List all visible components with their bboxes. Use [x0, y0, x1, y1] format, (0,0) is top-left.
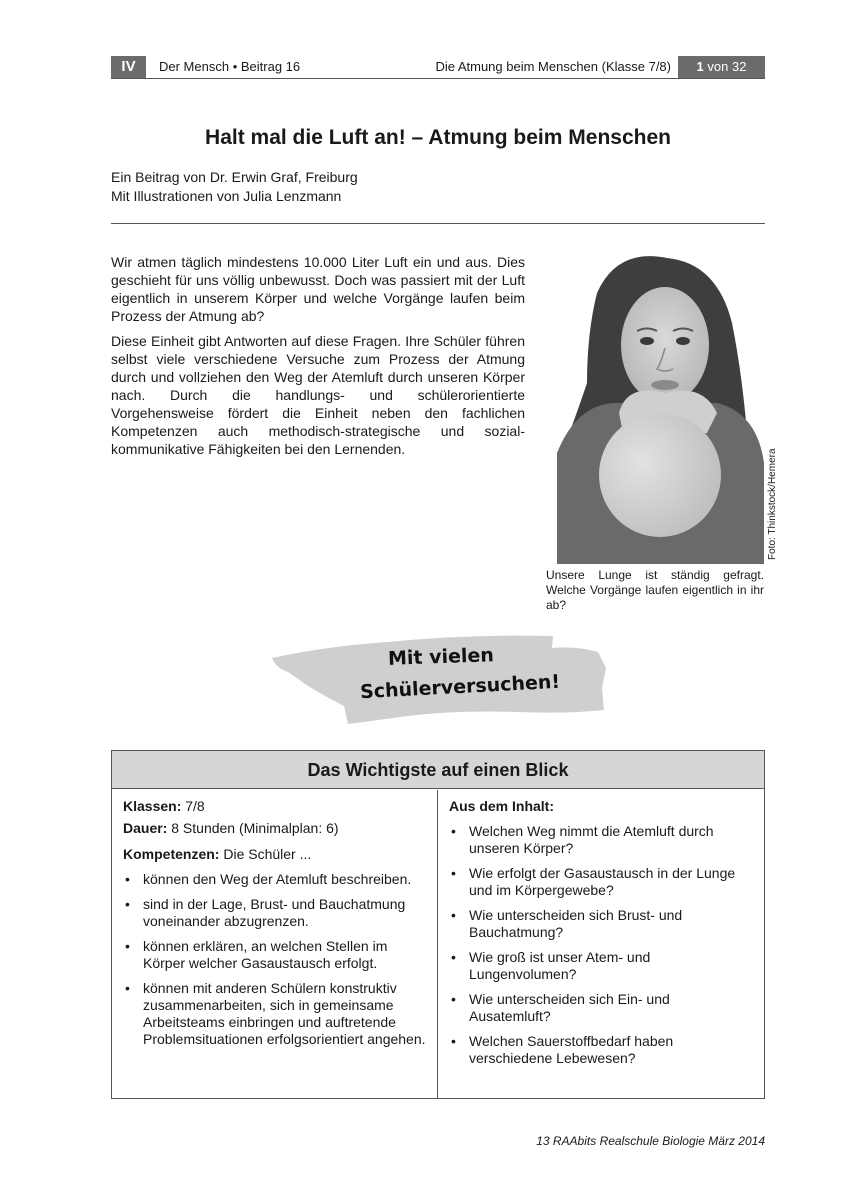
contents-heading: Aus dem Inhalt: [449, 798, 555, 814]
page-title: Halt mal die Luft an! – Atmung beim Menschen [205, 126, 671, 149]
classes-row [123, 798, 427, 815]
photo-credit: Foto: Thinkstock/Hemera [767, 448, 778, 560]
author-line: Ein Beitrag von Dr. Erwin Graf, Freiburg [111, 169, 358, 185]
photo-caption: Unsere Lunge ist ständig gefragt. Welche Vorgänge laufen eigentlich in ihr ab? [546, 568, 764, 612]
competencies-list [123, 871, 427, 1048]
page-footer: 13 RAAbits Realschule Biologie März 2014 [536, 1134, 765, 1148]
duration-value: 8 Stunden (Minimalplan: 6) [167, 820, 339, 836]
banner-line-2: Schülerversuchen! [359, 670, 561, 704]
unit-title: Die Atmung beim Menschen (Klasse 7/8) [435, 59, 671, 74]
page-counter [678, 56, 765, 78]
section-number: IV [111, 56, 146, 78]
contents-list [449, 823, 754, 1067]
illustrator-line: Mit Illustrationen von Julia Lenzmann [111, 188, 342, 204]
page-total: von 32 [703, 59, 747, 74]
competencies-row [123, 846, 427, 863]
intro-paragraph: Wir atmen täglich mindestens 10.000 Liter Luft ein und aus. Dies geschieht für uns völlig unbewusst. Doch was passiert mit der Luft eigentlich in unserem Körper und welche Vorgänge laufen beim Prozess der Atmung ab? [111, 254, 525, 324]
series-label: Der Mensch • Beitrag 16 [159, 59, 301, 74]
overview-box [111, 750, 765, 1099]
list-item: • Wie unterscheiden sich Ein- und Ausatemluft? [449, 991, 754, 1025]
intro-text [111, 253, 525, 465]
list-item: • können erklären, an welchen Stellen im Körper welcher Gasaustausch erfolgt. [123, 938, 427, 972]
list-item: • können den Weg der Atemluft beschreiben. [123, 871, 427, 888]
page-header [111, 56, 765, 79]
byline [111, 168, 358, 206]
list-item: • Welchen Weg nimmt die Atemluft durch unseren Körper? [449, 823, 754, 857]
classes-value: 7/8 [181, 798, 205, 814]
classes-label: Klassen: [123, 798, 182, 814]
promo-banner [268, 628, 608, 726]
overview-title: Das Wichtigste auf einen Blick [112, 751, 764, 789]
duration-row [123, 820, 427, 837]
list-item: • können mit anderen Schülern konstruktiv zusammenarbeiten, sich in gemeinsame Arbeitsteams einbringen und auftretende Problemsituationen erfolgsorientiert angehen. [123, 980, 427, 1048]
duration-label: Dauer: [123, 820, 168, 836]
divider [111, 223, 765, 224]
photo-girl-balloon [557, 253, 764, 564]
list-item: • Welchen Sauerstoffbedarf haben verschiedene Lebewesen? [449, 1033, 754, 1067]
intro-paragraph: Diese Einheit gibt Antworten auf diese Fragen. Ihre Schüler führen selbst viele verschiedene Versuche zum Prozess der Atmung durch und vollziehen den Weg der Atemluft durch unseren Körper nach. Durch die handlungs- und schülerorientierte Vorgehensweise fördert die Einheit neben den fachlichen Kompetenzen auch methodisch-strategische und sozial-kommunikative Fähigkeiten bei den Lernenden. [111, 333, 525, 457]
banner-line-1: Mit vielen [387, 644, 495, 670]
list-item: • Wie erfolgt der Gasaustausch in der Lunge und im Körpergewebe? [449, 865, 754, 899]
balloon-photo-illustration [557, 253, 764, 564]
list-item: • Wie groß ist unser Atem- und Lungenvolumen? [449, 949, 754, 983]
overview-right-column [438, 790, 764, 1098]
list-item: • Wie unterscheiden sich Brust- und Bauchatmung? [449, 907, 754, 941]
page-current: 1 [696, 59, 704, 74]
overview-left-column [112, 790, 438, 1098]
competencies-value: Die Schüler ... [219, 846, 312, 862]
list-item: • sind in der Lage, Brust- und Bauchatmung voneinander abzugrenzen. [123, 896, 427, 930]
competencies-label: Kompetenzen: [123, 846, 220, 862]
